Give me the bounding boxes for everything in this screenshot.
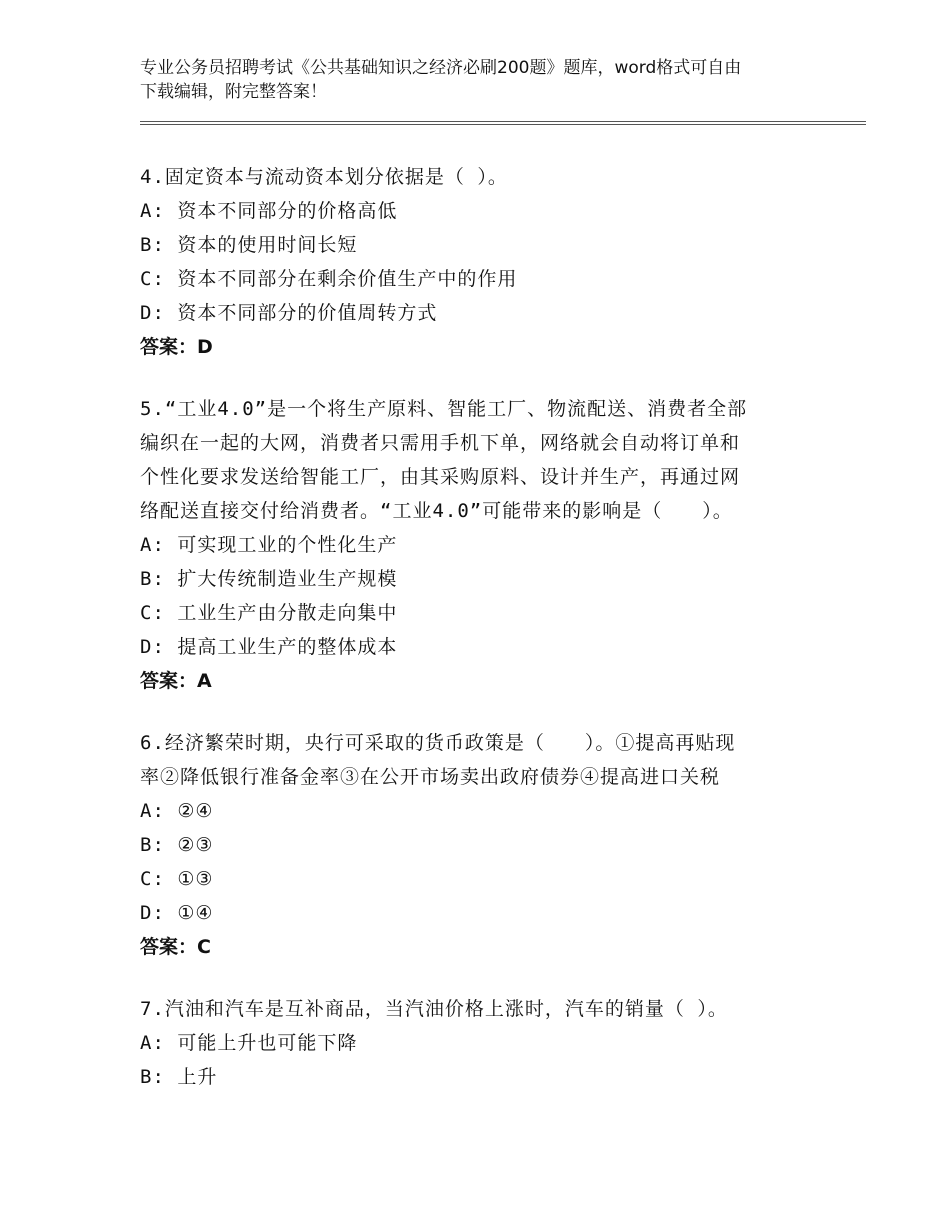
- question-5: [140, 392, 820, 698]
- question-stem-line-4: 络配送直接交付给消费者。“工业4.0”可能带来的影响是（ ）。: [140, 500, 733, 522]
- option-b: B: 上升: [140, 1066, 218, 1088]
- option-b: B: ②③: [140, 834, 214, 856]
- question-stem-line-2: 编织在一起的大网，消费者只需用手机下单，网络就会自动将订单和: [140, 432, 741, 454]
- question-6: [140, 726, 820, 964]
- document-header: [140, 56, 820, 104]
- question-7: [140, 992, 820, 1094]
- header-divider-top: [140, 121, 866, 122]
- question-4: [140, 160, 820, 364]
- option-a: A: 资本不同部分的价格高低: [140, 200, 398, 222]
- header-line-1: 专业公务员招聘考试《公共基础知识之经济必刷200题》题库，word格式可自由: [140, 58, 742, 78]
- answer: 答案：A: [140, 670, 212, 692]
- question-list: [140, 160, 820, 1122]
- option-c: C: 工业生产由分散走向集中: [140, 602, 398, 624]
- option-d: D: ①④: [140, 902, 214, 924]
- header-line-2: 下载编辑，附完整答案！: [140, 82, 327, 102]
- header-divider-bottom: [140, 124, 866, 125]
- answer: 答案：C: [140, 936, 211, 958]
- option-b: B: 扩大传统制造业生产规模: [140, 568, 398, 590]
- option-a: A: 可实现工业的个性化生产: [140, 534, 398, 556]
- option-d: D: 资本不同部分的价值周转方式: [140, 302, 438, 324]
- question-stem-line-1: 5.“工业4.0”是一个将生产原料、智能工厂、物流配送、消费者全部: [140, 398, 748, 420]
- question-stem-line-1: 6.经济繁荣时期，央行可采取的货币政策是（ ）。①提高再贴现: [140, 732, 736, 754]
- question-stem: 7.汽油和汽车是互补商品，当汽油价格上涨时，汽车的销量（ ）。: [140, 998, 728, 1020]
- question-stem-line-2: 率②降低银行准备金率③在公开市场卖出政府债券④提高进口关税: [140, 766, 721, 788]
- option-a: A: 可能上升也可能下降: [140, 1032, 358, 1054]
- option-d: D: 提高工业生产的整体成本: [140, 636, 398, 658]
- option-c: C: ①③: [140, 868, 214, 890]
- question-stem: 4.固定资本与流动资本划分依据是（ ）。: [140, 166, 508, 188]
- option-c: C: 资本不同部分在剩余价值生产中的作用: [140, 268, 518, 290]
- option-b: B: 资本的使用时间长短: [140, 234, 358, 256]
- answer: 答案：D: [140, 336, 213, 358]
- question-stem-line-3: 个性化要求发送给智能工厂，由其采购原料、设计并生产，再通过网: [140, 466, 741, 488]
- option-a: A: ②④: [140, 800, 214, 822]
